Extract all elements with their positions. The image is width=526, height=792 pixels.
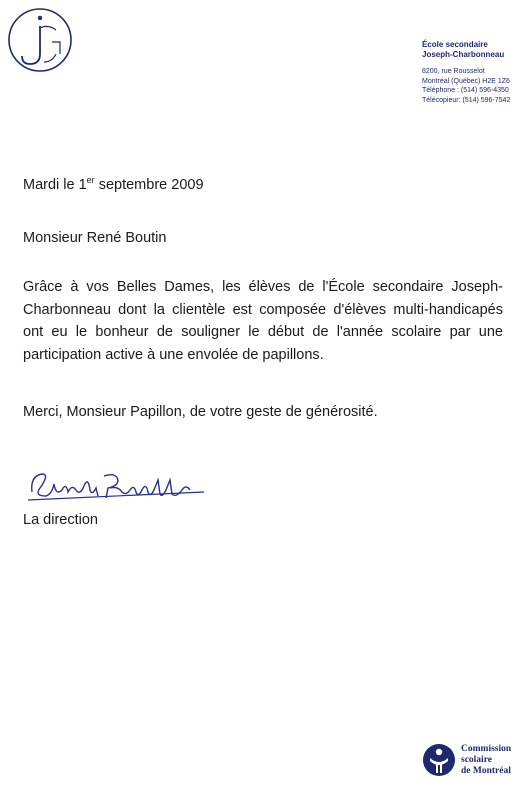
letter-closing: La direction xyxy=(23,512,98,528)
csdm-line1: Commission xyxy=(461,744,512,754)
address-line2: Montréal (Québec) H2E 1Z6 xyxy=(422,77,510,85)
school-monogram-logo-icon xyxy=(4,4,76,76)
address-line1: 8200, rue Rousselot xyxy=(422,68,485,75)
date-prefix: Mardi le 1 xyxy=(23,177,87,193)
csdm-logo-icon xyxy=(421,742,457,778)
fax-number: Télécopieur: (514) 596-7542 xyxy=(422,96,511,104)
school-name-line1: École secondaire xyxy=(422,40,488,49)
phone-number: Téléphone : (514) 596-4350 xyxy=(422,87,509,94)
letter-body: Grâce à vos Belles Dames, les élèves de l'École secondaire Joseph-Charbonneau dont la clientèle est composée d'élèves multi-handicapés ont eu le bonheur de souligner le début de l'année scolaire par une participation active à une envolée de papillons. xyxy=(23,279,503,363)
csdm-line3: de Montréal xyxy=(461,766,511,776)
handwritten-signature-icon xyxy=(26,466,206,506)
letter-thanks: Merci, Monsieur Papillon, de votre geste de générosité. xyxy=(23,404,378,420)
csdm-line2: scolaire xyxy=(461,755,492,765)
date-suffix: septembre 2009 xyxy=(94,177,204,193)
school-address xyxy=(422,67,522,105)
csdm-footer xyxy=(421,742,525,788)
date-superscript: er xyxy=(86,175,95,185)
school-letterhead xyxy=(422,40,522,105)
csdm-name xyxy=(461,744,511,777)
letter-date xyxy=(23,174,204,197)
letter-recipient: Monsieur René Boutin xyxy=(23,230,167,246)
school-name-line2: Joseph-Charbonneau xyxy=(422,50,505,59)
